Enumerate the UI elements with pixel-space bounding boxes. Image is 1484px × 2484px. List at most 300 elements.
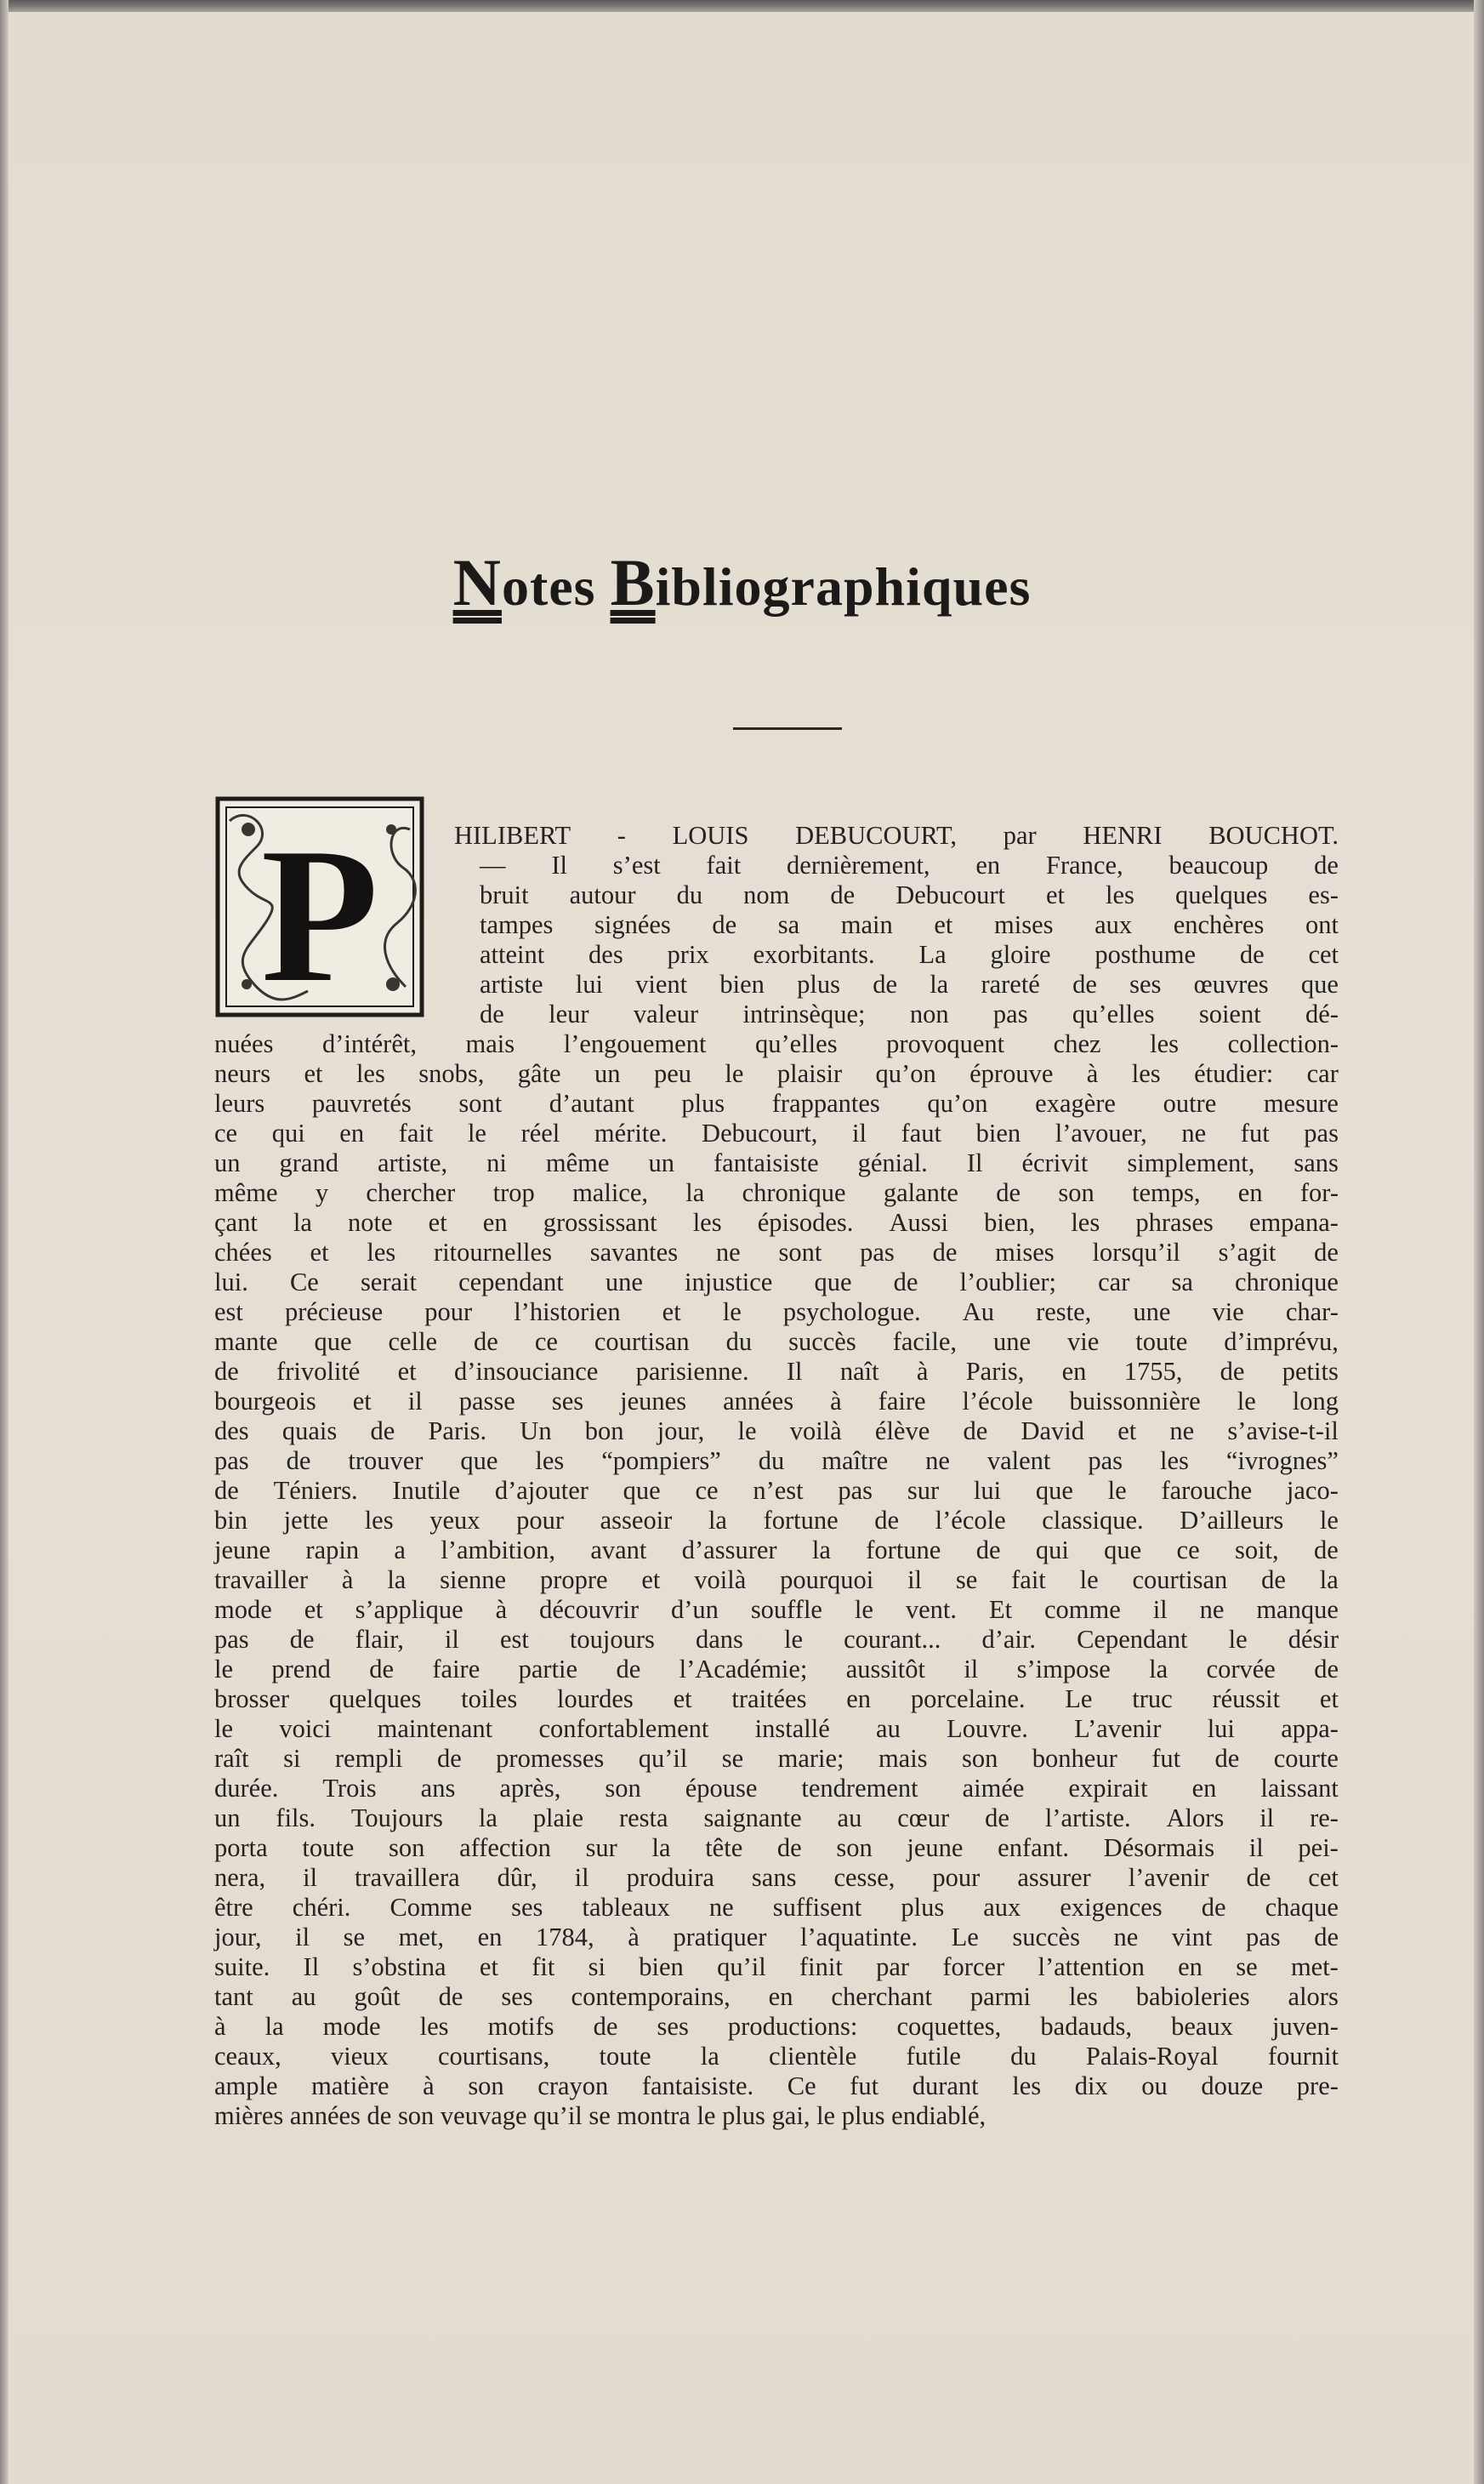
word: de — [214, 1476, 239, 1505]
text-line — [214, 1803, 1339, 1833]
text-line — [480, 940, 1339, 970]
word: il — [852, 1119, 867, 1148]
word: en — [975, 851, 1001, 880]
word: coquettes, — [896, 2012, 1002, 2041]
word: Il — [966, 1148, 983, 1177]
word: qui — [271, 1119, 305, 1148]
word: Toujours — [350, 1803, 443, 1832]
word: sur — [585, 1833, 617, 1862]
word: beaucoup — [1168, 851, 1269, 880]
word: qu’il — [638, 1744, 688, 1773]
word: juven- — [1272, 2012, 1339, 2041]
word: — — [480, 851, 506, 880]
word: épisodes. — [757, 1208, 854, 1237]
word: ne — [1169, 1416, 1195, 1445]
word: dé- — [1305, 1000, 1339, 1028]
word: toujours — [569, 1625, 655, 1654]
word: car — [1098, 1268, 1130, 1296]
text-line — [214, 1744, 1339, 1774]
word: de — [369, 1655, 395, 1684]
word: la — [387, 1565, 407, 1594]
word: mante — [214, 1327, 278, 1356]
word: 1755, — [1123, 1357, 1183, 1386]
word: en — [482, 1208, 508, 1237]
word: Et — [988, 1595, 1013, 1624]
word: bien — [719, 970, 765, 999]
word: outre — [1163, 1089, 1217, 1118]
word: étudier: — [1194, 1059, 1274, 1088]
text-line — [214, 1387, 1339, 1416]
page-left-edge — [0, 0, 9, 2484]
word: de — [985, 1803, 1009, 1832]
word: qu’on — [875, 1059, 936, 1088]
text-line — [214, 1416, 1339, 1446]
word: son — [389, 1833, 425, 1862]
word: autour — [569, 880, 636, 909]
word: par — [1003, 821, 1037, 850]
word: le — [1079, 1565, 1099, 1594]
word: courtisan — [1132, 1565, 1228, 1594]
word: “ivrognes” — [1225, 1446, 1339, 1475]
word: il — [907, 1565, 923, 1594]
word: brosser — [214, 1684, 290, 1713]
word: du — [758, 1446, 785, 1475]
word: s’obstina — [352, 1952, 446, 1981]
word: fut — [850, 2071, 879, 2100]
word: plus — [681, 1089, 725, 1118]
word: pas — [1304, 1119, 1339, 1148]
word: et — [304, 1059, 323, 1088]
word: char- — [1285, 1297, 1339, 1326]
word: la — [1319, 1565, 1339, 1594]
word: bien — [639, 1952, 684, 1981]
word: toute — [302, 1833, 355, 1862]
word: ses — [501, 1982, 533, 2011]
word: farouche — [1161, 1476, 1253, 1505]
word: les — [367, 1238, 396, 1267]
word: ou — [1141, 2071, 1168, 2100]
word: chaque — [1265, 1893, 1339, 1922]
word: un — [214, 1148, 241, 1177]
word: ce — [214, 1119, 238, 1148]
text-line — [480, 910, 1339, 940]
word: d’ajouter — [494, 1476, 588, 1505]
word: chéri. — [292, 1893, 351, 1922]
word: Le — [951, 1923, 979, 1951]
word: de — [1314, 851, 1339, 880]
word: d’air. — [981, 1625, 1037, 1654]
word: les — [1012, 2071, 1042, 2100]
word: génial. — [857, 1148, 928, 1177]
dropcap-letter: P — [259, 806, 380, 1018]
word: courte — [1273, 1744, 1339, 1773]
word: HILIBERT — [454, 821, 571, 850]
word: corvée — [1206, 1655, 1276, 1684]
word: 1784, — [535, 1923, 594, 1951]
word: porcelaine. — [910, 1684, 1026, 1713]
word: que — [460, 1446, 498, 1475]
word: il — [1248, 1833, 1264, 1862]
word: de — [893, 1268, 918, 1296]
word: et — [934, 910, 953, 939]
word: un — [648, 1148, 674, 1177]
word: être — [214, 1893, 253, 1922]
title-word-2-rest: ibliographiques — [655, 556, 1032, 617]
text-line — [214, 1268, 1339, 1297]
text-line — [214, 1923, 1339, 1952]
word: à — [495, 1595, 508, 1624]
word: douze — [1201, 2071, 1264, 2100]
word: savantes — [589, 1238, 679, 1267]
word: l’avouer, — [1055, 1119, 1147, 1148]
word: il — [574, 1863, 589, 1892]
word: badauds, — [1040, 2012, 1132, 2041]
word: prend — [271, 1655, 331, 1684]
word: au — [291, 1982, 316, 2011]
word: de — [975, 1535, 1001, 1564]
word: appa- — [1281, 1714, 1339, 1743]
word: à — [214, 2012, 226, 2041]
word: pas — [838, 1476, 873, 1505]
word: précieuse — [284, 1297, 384, 1326]
word: de — [474, 1327, 498, 1356]
word: alors — [1288, 1982, 1339, 2011]
word: les — [535, 1446, 565, 1475]
word: se — [955, 1565, 978, 1594]
word: le — [725, 1059, 744, 1088]
word: lui — [575, 970, 603, 999]
word: ses — [657, 2012, 689, 2041]
word: l’avenir — [1128, 1863, 1209, 1892]
word: il — [407, 1387, 423, 1416]
word: prix — [667, 940, 709, 969]
word: une — [605, 1268, 643, 1296]
word: d’autant — [549, 1089, 634, 1118]
word: intrinsèque; — [742, 1000, 866, 1028]
text-line — [214, 1565, 1339, 1595]
word: malice, — [572, 1178, 648, 1207]
title-rule — [733, 727, 842, 730]
word: D’ailleurs — [1180, 1506, 1284, 1535]
word: traitées — [731, 1684, 807, 1713]
word: pas — [214, 1625, 249, 1654]
word: plaisir — [776, 1059, 843, 1088]
word: épouse — [685, 1774, 758, 1803]
word: Le — [1065, 1684, 1093, 1713]
word: que — [314, 1327, 352, 1356]
word: toute — [1135, 1327, 1188, 1356]
word: d’imprévu, — [1224, 1327, 1339, 1356]
word: faut — [901, 1119, 941, 1148]
word: et — [310, 1238, 329, 1267]
word: mises — [994, 910, 1054, 939]
word: jaco- — [1286, 1476, 1339, 1505]
word: de — [830, 880, 856, 909]
word: finit — [799, 1952, 843, 1981]
word: à — [628, 1923, 640, 1951]
word: que — [1300, 970, 1339, 999]
word: Ce — [787, 2071, 816, 2100]
word: vie — [1067, 1327, 1100, 1356]
word: qu’on — [927, 1089, 988, 1118]
word: lui. — [214, 1268, 248, 1296]
word: ans — [420, 1774, 456, 1803]
word: au — [876, 1714, 901, 1743]
word: un — [214, 1803, 241, 1832]
word: et — [662, 1297, 681, 1326]
word: tableaux — [582, 1893, 670, 1922]
word: vieux — [330, 2042, 389, 2071]
word: empana- — [1248, 1208, 1339, 1237]
word: yeux — [429, 1506, 480, 1535]
word: de — [1220, 1357, 1245, 1386]
word: Inutile — [392, 1476, 461, 1505]
word: pas — [992, 1000, 1028, 1028]
word: sa — [1171, 1268, 1193, 1296]
word: nera, — [214, 1863, 266, 1892]
word: confortablement — [538, 1714, 709, 1743]
word: sans — [751, 1863, 797, 1892]
word: le — [722, 1297, 742, 1326]
page-top-edge — [0, 0, 1484, 12]
word: en — [768, 1982, 793, 2011]
word: nuées — [214, 1029, 274, 1058]
word: chées — [214, 1238, 272, 1267]
word: courtisans, — [437, 2042, 550, 2071]
word: il — [295, 1923, 310, 1951]
word: plus — [797, 970, 840, 999]
word: élève — [874, 1416, 930, 1445]
word: tant — [214, 1982, 253, 2011]
word: cet — [1308, 940, 1339, 969]
word: expirait — [1068, 1774, 1148, 1803]
word: es- — [1308, 880, 1339, 909]
word: suite. — [214, 1952, 270, 1981]
word: “pompiers” — [601, 1446, 721, 1475]
word: la — [708, 1506, 727, 1535]
word: rapin — [305, 1535, 360, 1564]
word: main — [840, 910, 893, 939]
word: tendrement — [801, 1774, 918, 1803]
text-line — [214, 2071, 1339, 2101]
word: et — [428, 1208, 447, 1237]
word: soient — [1198, 1000, 1261, 1028]
word: ont — [1305, 910, 1339, 939]
word: vent. — [905, 1595, 957, 1624]
word: et — [1045, 880, 1065, 909]
word: de — [1314, 1238, 1339, 1267]
word: aux — [1095, 910, 1133, 939]
word: tampes — [480, 910, 554, 939]
word: serait — [360, 1268, 417, 1296]
word: dernièrement, — [787, 851, 930, 880]
word: exagère — [1035, 1089, 1116, 1118]
word: dix — [1074, 2071, 1108, 2100]
word: à — [423, 2071, 435, 2100]
word: une — [1133, 1297, 1171, 1326]
word: galante — [883, 1178, 958, 1207]
word: ses — [551, 1387, 584, 1416]
word: désir — [1288, 1625, 1339, 1654]
word: Louvre. — [947, 1714, 1028, 1743]
word: clientèle — [769, 2042, 857, 2071]
word: ceaux, — [214, 2042, 281, 2071]
word: que — [814, 1268, 852, 1296]
word: Paris, — [965, 1357, 1025, 1386]
word: n’est — [753, 1476, 804, 1505]
word: artiste, — [377, 1148, 448, 1177]
word: signées — [594, 910, 671, 939]
word: naît — [839, 1357, 879, 1386]
word: l’oublier; — [959, 1268, 1057, 1296]
word: son — [468, 2071, 504, 2100]
word: Un — [520, 1416, 552, 1445]
word: pas — [860, 1238, 895, 1267]
word: Debucourt, — [702, 1119, 818, 1148]
word: France, — [1046, 851, 1123, 880]
word: simplement, — [1127, 1148, 1255, 1177]
word: Il — [303, 1952, 320, 1981]
word: quelques — [328, 1684, 422, 1713]
word: vint — [1171, 1923, 1213, 1951]
word: cœur — [897, 1803, 950, 1832]
word: psychologue. — [782, 1297, 921, 1326]
word: sienne — [440, 1565, 507, 1594]
word: l’attention — [1038, 1952, 1145, 1981]
word: pratiquer — [673, 1923, 767, 1951]
word: toute — [599, 2042, 651, 2071]
word: exorbitants. — [753, 940, 875, 969]
word: qu’elles — [1072, 1000, 1155, 1028]
word: ce — [534, 1327, 558, 1356]
word: promesses — [496, 1744, 605, 1773]
word: rareté — [981, 970, 1040, 999]
word: bon — [584, 1416, 624, 1445]
word: voilà — [789, 1416, 842, 1445]
word: contemporains, — [571, 1982, 731, 2011]
word: en — [1191, 1774, 1217, 1803]
word: travaillera — [355, 1863, 460, 1892]
word: pour — [516, 1506, 565, 1535]
word: en — [846, 1684, 872, 1713]
word: gloire — [990, 940, 1051, 969]
word: parmi — [969, 1982, 1032, 2011]
word: fantaisiste — [713, 1148, 819, 1177]
word: la — [685, 1178, 705, 1207]
word: succès — [1012, 1923, 1080, 1951]
word: dûr, — [497, 1863, 537, 1892]
word: durant — [912, 2071, 979, 2100]
word: jour, — [214, 1923, 262, 1951]
word: mode — [322, 2012, 381, 2041]
word: avant — [590, 1535, 647, 1564]
word: collection- — [1227, 1029, 1339, 1058]
word: asseoir — [600, 1506, 673, 1535]
word: si — [588, 1952, 606, 1981]
word: ritournelles — [434, 1238, 552, 1267]
word: de — [1314, 1535, 1339, 1564]
word: fut — [1240, 1119, 1270, 1148]
word: de — [1314, 1655, 1339, 1684]
word: fait — [706, 851, 742, 880]
word: les — [1071, 1208, 1100, 1237]
word: courtisan — [594, 1327, 690, 1356]
word: phrases — [1135, 1208, 1214, 1237]
word: l’engouement — [563, 1029, 707, 1058]
word: l’artiste. — [1044, 1803, 1131, 1832]
word: se — [721, 1744, 744, 1773]
word: en — [477, 1923, 503, 1951]
word: nom — [743, 880, 790, 909]
ornamental-dropcap-p — [214, 795, 425, 1018]
word: des — [214, 1416, 249, 1445]
word: trouver — [348, 1446, 424, 1475]
word: Debucourt — [896, 880, 1005, 909]
word: de — [438, 1982, 463, 2011]
word: la — [478, 1803, 498, 1832]
word: plaie — [532, 1803, 584, 1832]
word: de — [963, 1416, 988, 1445]
text-line — [214, 1446, 1339, 1476]
word: de — [776, 1833, 802, 1862]
text-line — [214, 1059, 1339, 1089]
word: de — [1261, 1565, 1286, 1594]
word: en — [1178, 1952, 1203, 1981]
word: aussitôt — [845, 1655, 925, 1684]
word: et — [673, 1684, 692, 1713]
word: matière — [311, 2071, 389, 2100]
word: il — [964, 1655, 979, 1684]
word: grossissant — [543, 1208, 657, 1237]
word: les — [692, 1208, 722, 1237]
word: neurs — [214, 1059, 271, 1088]
word: de — [1246, 1863, 1271, 1892]
word: ne — [715, 1238, 741, 1267]
word: frappantes — [771, 1089, 880, 1118]
word: reste, — [1036, 1297, 1092, 1326]
word: s’avise-t-il — [1227, 1416, 1339, 1445]
word: lourdes — [557, 1684, 634, 1713]
word: même — [214, 1178, 278, 1207]
text-line — [214, 1506, 1339, 1535]
word: mais — [465, 1029, 515, 1058]
word: le — [1107, 1476, 1127, 1505]
word: en — [1061, 1357, 1087, 1386]
word: travailler — [214, 1565, 309, 1594]
word: Palais-Royal — [1085, 2042, 1219, 2071]
word: l’aquatinte. — [799, 1923, 918, 1951]
word: mesure — [1263, 1089, 1339, 1118]
word: bruit — [480, 880, 529, 909]
word: Cependant — [1077, 1625, 1188, 1654]
word: que — [623, 1476, 661, 1505]
word: succès — [788, 1327, 856, 1356]
word: à — [916, 1357, 929, 1386]
word: est — [214, 1297, 243, 1326]
word: chez — [1053, 1029, 1101, 1058]
word: non — [909, 1000, 949, 1028]
word: l’historien — [514, 1297, 621, 1326]
word: buissonnière — [1069, 1387, 1201, 1416]
text-line — [214, 1535, 1339, 1565]
word: leur — [549, 1000, 589, 1028]
word: dans — [695, 1625, 743, 1654]
word: pour — [424, 1297, 473, 1326]
word: éprouve — [969, 1059, 1054, 1088]
word: goût — [354, 1982, 401, 2011]
word: l’Académie; — [679, 1655, 808, 1684]
word: se — [1236, 1952, 1258, 1981]
